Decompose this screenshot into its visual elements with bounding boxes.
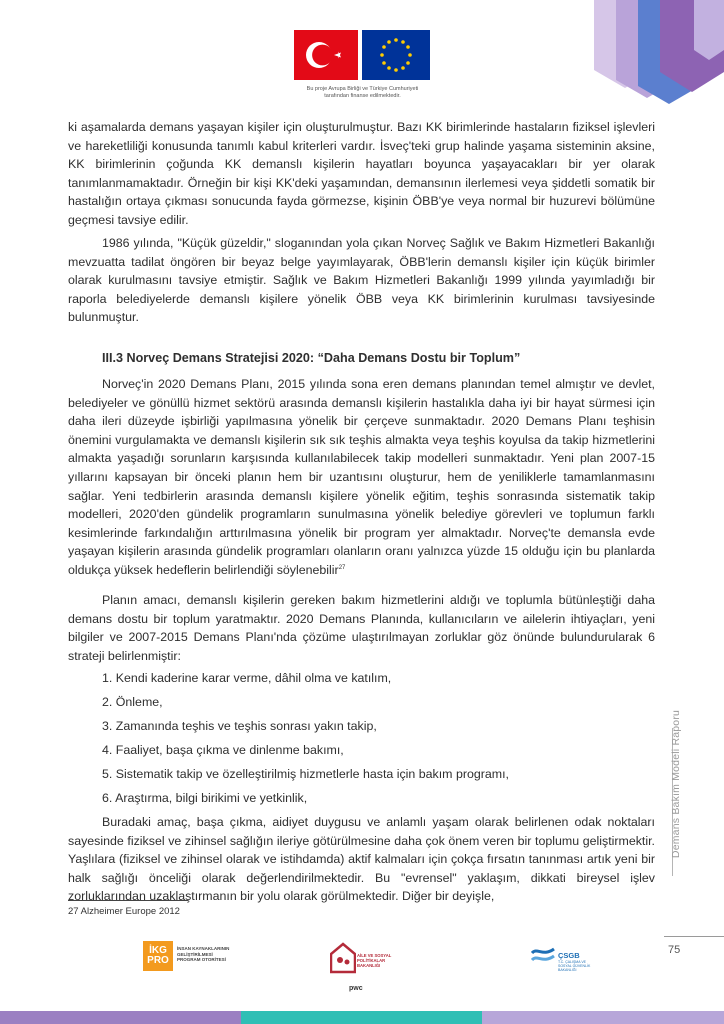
csgb-text: ÇSGB	[558, 951, 580, 960]
ikg-pro-text: İNSAN KAYNAKLARININ GELİŞTİRİLMESİ PROGRAM OTORİTESİ	[177, 946, 230, 962]
list-item: 3. Zamanında teşhis ve teşhis sonrası yakın takip,	[102, 719, 377, 733]
funding-note-line2: tarafından finanse edilmektedir.	[324, 93, 401, 99]
ministry-logo	[330, 942, 420, 998]
footnote-ref: 27	[338, 564, 346, 571]
footnote: 27 Alzheimer Europe 2012	[68, 906, 180, 917]
paragraph-text: Norveç'in 2020 Demans Planı, 2015 yılında sona eren demans planından temel almıştır ve devlet, belediyeler ve gönüllü hizmet sektörü arasında demanslı kişilerin hastalıkla daha iyi bir hayat sürmesi için daha ileri düzeyde işbirliği yapılmasına yönelik bir çerçeve sunmaktadır. 2020 Demans Planı teşhisin önemini vurgulamakta ve demanslı kişilerin sık sık teşhis almakta veya teşhis koyulsa da takip hizmetlerini almakta yaşadığı sorunların karşısında kullanılabilecek takip modelleri sunmaktadır. Yeni plan 2007-15 yıllarını kapsayan bir önceki planın hem bir uzantısını oluşturur, hem de yeniliklerle tamamlanmasını sağlar. Yeni tedbirlerin arasında demanslı kişilere yönelik eğitim, teşhis sonrasında sistematik takip modelleri, 2020'den gündelik programların sunulmasına yönelik belediye görevleri ve toplumun farklı kesimlerinde farkındalığın arttırılmasına yönelik bir program yer almaktadır. Norveç'te demansla evde yaşayan kişilerin arasında gündelik programları olanların oranı yalnızca yüzde 15 olduğu için bu planlarda oldukça yüksek hedeflerin belirlendiği söylenebilir	[68, 377, 655, 577]
corner-decoration	[594, 0, 724, 110]
paragraph: Buradaki amaç, başa çıkma, aidiyet duygusu ve anlamlı yaşam olarak belirlenen odak noktaları sayesinde fiziksel ve zihinsel sağlığın ileriye götürülmesine daha çok önem veren bir toplumu geliştirmektir. Yaşlılara (fiziksel ve zihinsel olarak ve istihdamda) aktif kalmaları için çokça fırsatın tanınması artık yeni bir halk sağlığı önceliği olarak değerlendirilmektedir. Bu "evrensel" yaklaşım, dikkati bireysel işlev zorluklarından uzaklaştırmanın bir yolu olarak görülmektedir. Diğer bir deyişle,	[68, 815, 655, 904]
list-item: 4. Faaliyet, başa çıkma ve dinlenme bakımı,	[102, 743, 344, 757]
list-item: 1. Kendi kaderine karar verme, dâhil olma ve katılım,	[102, 671, 392, 685]
paragraph-1-block	[68, 118, 655, 230]
ikg-pro-badge	[143, 941, 173, 971]
page-number: 75	[668, 944, 681, 956]
funding-note	[270, 86, 455, 100]
list-item: 2. Önleme,	[102, 695, 163, 709]
csgb-logo	[531, 943, 601, 973]
list-item: 6. Araştırma, bilgi birikimi ve yetkinlik,	[102, 791, 308, 805]
ikg-pro-logo	[143, 941, 263, 971]
pwc-logo: pwc	[349, 985, 363, 992]
paragraph-3-block	[68, 375, 655, 580]
paragraph: 1986 yılında, "Küçük güzeldir," sloganından yola çıkan Norveç Sağlık ve Bakım Hizmetleri Bakanlığı mevzuatta tadilat öngören bir beyaz belge yayımlayarak, ÖBB'lerin demanslı kişiler için küçük birimler olarak kurulmasını tavsiye etmiştir. Sağlık ve Bakım Hizmetleri Bakanlığı 1999 yılında yayımladığı bir raporla belediyelerde demanslı kişilere yönelik ÖBB veya KK birimlerinin kurulması tavsiyesinde bulunmuştur.	[68, 236, 655, 325]
strategy-list	[68, 669, 655, 813]
bottom-bar-purple	[0, 1011, 241, 1024]
paragraph: ki aşamalarda demans yaşayan kişiler için oluşturulmuştur. Bazı KK birimlerinde hastaların fiziksel işlevleri ve hareketliliği konusunda tanımlı kabul kriterleri vardır. İsveç'teki grup halinde yaşama sisteminin aksine, KK birimlerinin çoğunda KK demanslı kişilerin hayatları boyunca yaşayacakları bir yer olarak tanımlanmamaktadır. Örneğin bir kişi KK'deki yaşamından, demansının ilerlemesi veya şiddetli somatik bir hastalığın ortaya çıkması sonucunda fayda görmezse, kişinin ÖBB'ye veya normal bir huzurevi bölümüne geçmesi tavsiye edilir.	[68, 120, 655, 227]
house-icon	[330, 942, 356, 974]
section-heading: III.3 Norveç Demans Stratejisi 2020: “Daha Demans Dostu bir Toplum”	[102, 351, 521, 365]
ikg-badge-line2: PRO	[147, 955, 169, 966]
footnote-divider	[68, 900, 188, 901]
wave-icon	[531, 945, 555, 967]
page-number-divider	[664, 936, 724, 937]
paragraph	[68, 375, 655, 580]
csgb-subtext: T.C. ÇALIŞMA VE SOSYAL GÜVENLİK BAKANLIĞI	[558, 960, 591, 972]
bottom-bar-teal	[241, 1011, 482, 1024]
paragraph-2-block	[68, 234, 655, 327]
paragraph-5-block	[68, 813, 655, 906]
list-item: 5. Sistematik takip ve özelleştirilmiş hizmetlerle hasta için bakım programı,	[102, 767, 509, 781]
paragraph-4-block	[68, 591, 655, 665]
ministry-text: AİLE VE SOSYAL POLİTİKALAR BAKANLIĞI	[357, 953, 392, 968]
section-heading-block	[68, 349, 655, 368]
turkey-eu-flags	[294, 28, 432, 86]
ikg-badge-line1: İKG	[149, 945, 167, 956]
funding-note-line1: Bu proje Avrupa Birliği ve Türkiye Cumhuriyeti	[306, 86, 419, 92]
paragraph: Planın amacı, demanslı kişilerin gereken bakım hizmetlerini aldığı ve toplumla bütünleştiği daha demans dostu bir toplum yaratmaktır. 2020 Demans Planında, kullanıcıların ve ailelerin ihtiyaçları, yeni bilgiler ve 2007-2015 Demans Planı'nda çözüme ulaştırılmayan zorluklar göz önünde bulundurularak 6 strateji belirlenmiştir:	[68, 593, 655, 663]
bottom-bar-lavender	[482, 1011, 724, 1024]
side-report-title: Demans Bakım Modeli Raporu	[670, 709, 682, 859]
